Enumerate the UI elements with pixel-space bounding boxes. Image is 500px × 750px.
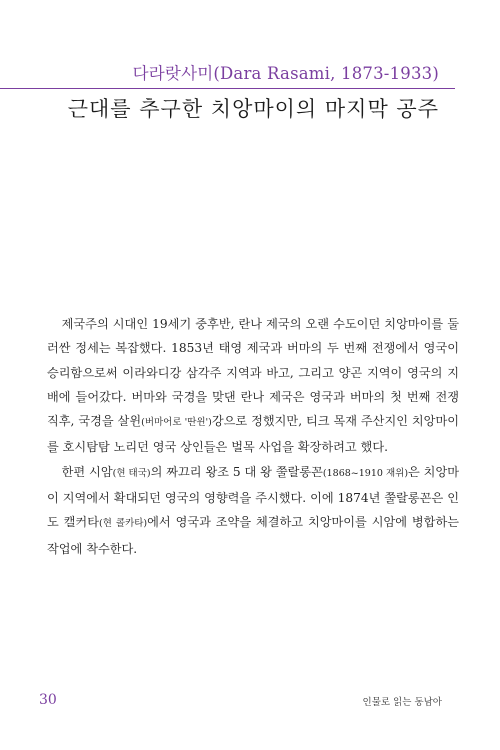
chapter-title: 다라랏사미(Dara Rasami, 1873-1933) bbox=[132, 64, 439, 83]
paragraph-2 bbox=[47, 460, 459, 561]
paragraph-1-text: 제국주의 시대인 19세기 중후반, 란나 제국의 오랜 수도이던 치앙마이를 둘러싼 정세는 복잡했다. 1853년 태영 제국과 버마의 두 번째 전쟁에서 영국이 승리함으로써 이라와디강 삼각주 지역과 바고, 그리고 양곤 지역이 영국의 지배에 들어갔다. 버마와 국경을 맞댄 란나 제국은 영국과 버마의 첫 번째 전쟁 직후, 국경을 살윈 bbox=[47, 317, 459, 429]
paragraph-2-text-b: 의 짜끄리 왕조 5 대 왕 쭐랄롱꼰 bbox=[150, 464, 323, 479]
paragraph-2-parenthetical-2: (1868~1910 재위) bbox=[322, 467, 409, 479]
paragraph-2-parenthetical-1: (현 태국) bbox=[112, 467, 151, 479]
paragraph-2-text-a: 한편 시암 bbox=[61, 464, 113, 479]
paragraph-1 bbox=[47, 312, 459, 460]
paragraph-1-parenthetical: (버마어로 '딴윈') bbox=[141, 417, 212, 429]
paragraph-1-end: 강으로 정했지만, 티크 목재 주산지인 치앙마이를 호시탐탐 노리던 영국 상인들은 벌목 사업을 확장하려고 했다. bbox=[47, 414, 459, 455]
running-footer: 인물로 읽는 동남아 bbox=[362, 697, 442, 708]
body-text bbox=[47, 312, 459, 561]
page-number: 30 bbox=[39, 692, 57, 708]
paragraph-2-text-d: 에서 영국과 조약을 체결하고 치앙마이를 시암에 병합하는 작업에 착수한다. bbox=[47, 515, 459, 556]
header-divider bbox=[0, 88, 455, 89]
paragraph-2-text-c: 은 치앙마이 지역에서 확대되던 영국의 영향력을 주시했다. 이에 1874년 쭐랄롱꼰은 인도 캘커타 bbox=[47, 464, 460, 530]
chapter-subtitle: 근대를 추구한 치앙마이의 마지막 공주 bbox=[67, 97, 439, 121]
paragraph-2-parenthetical-3: (현 콜카타) bbox=[98, 518, 148, 530]
